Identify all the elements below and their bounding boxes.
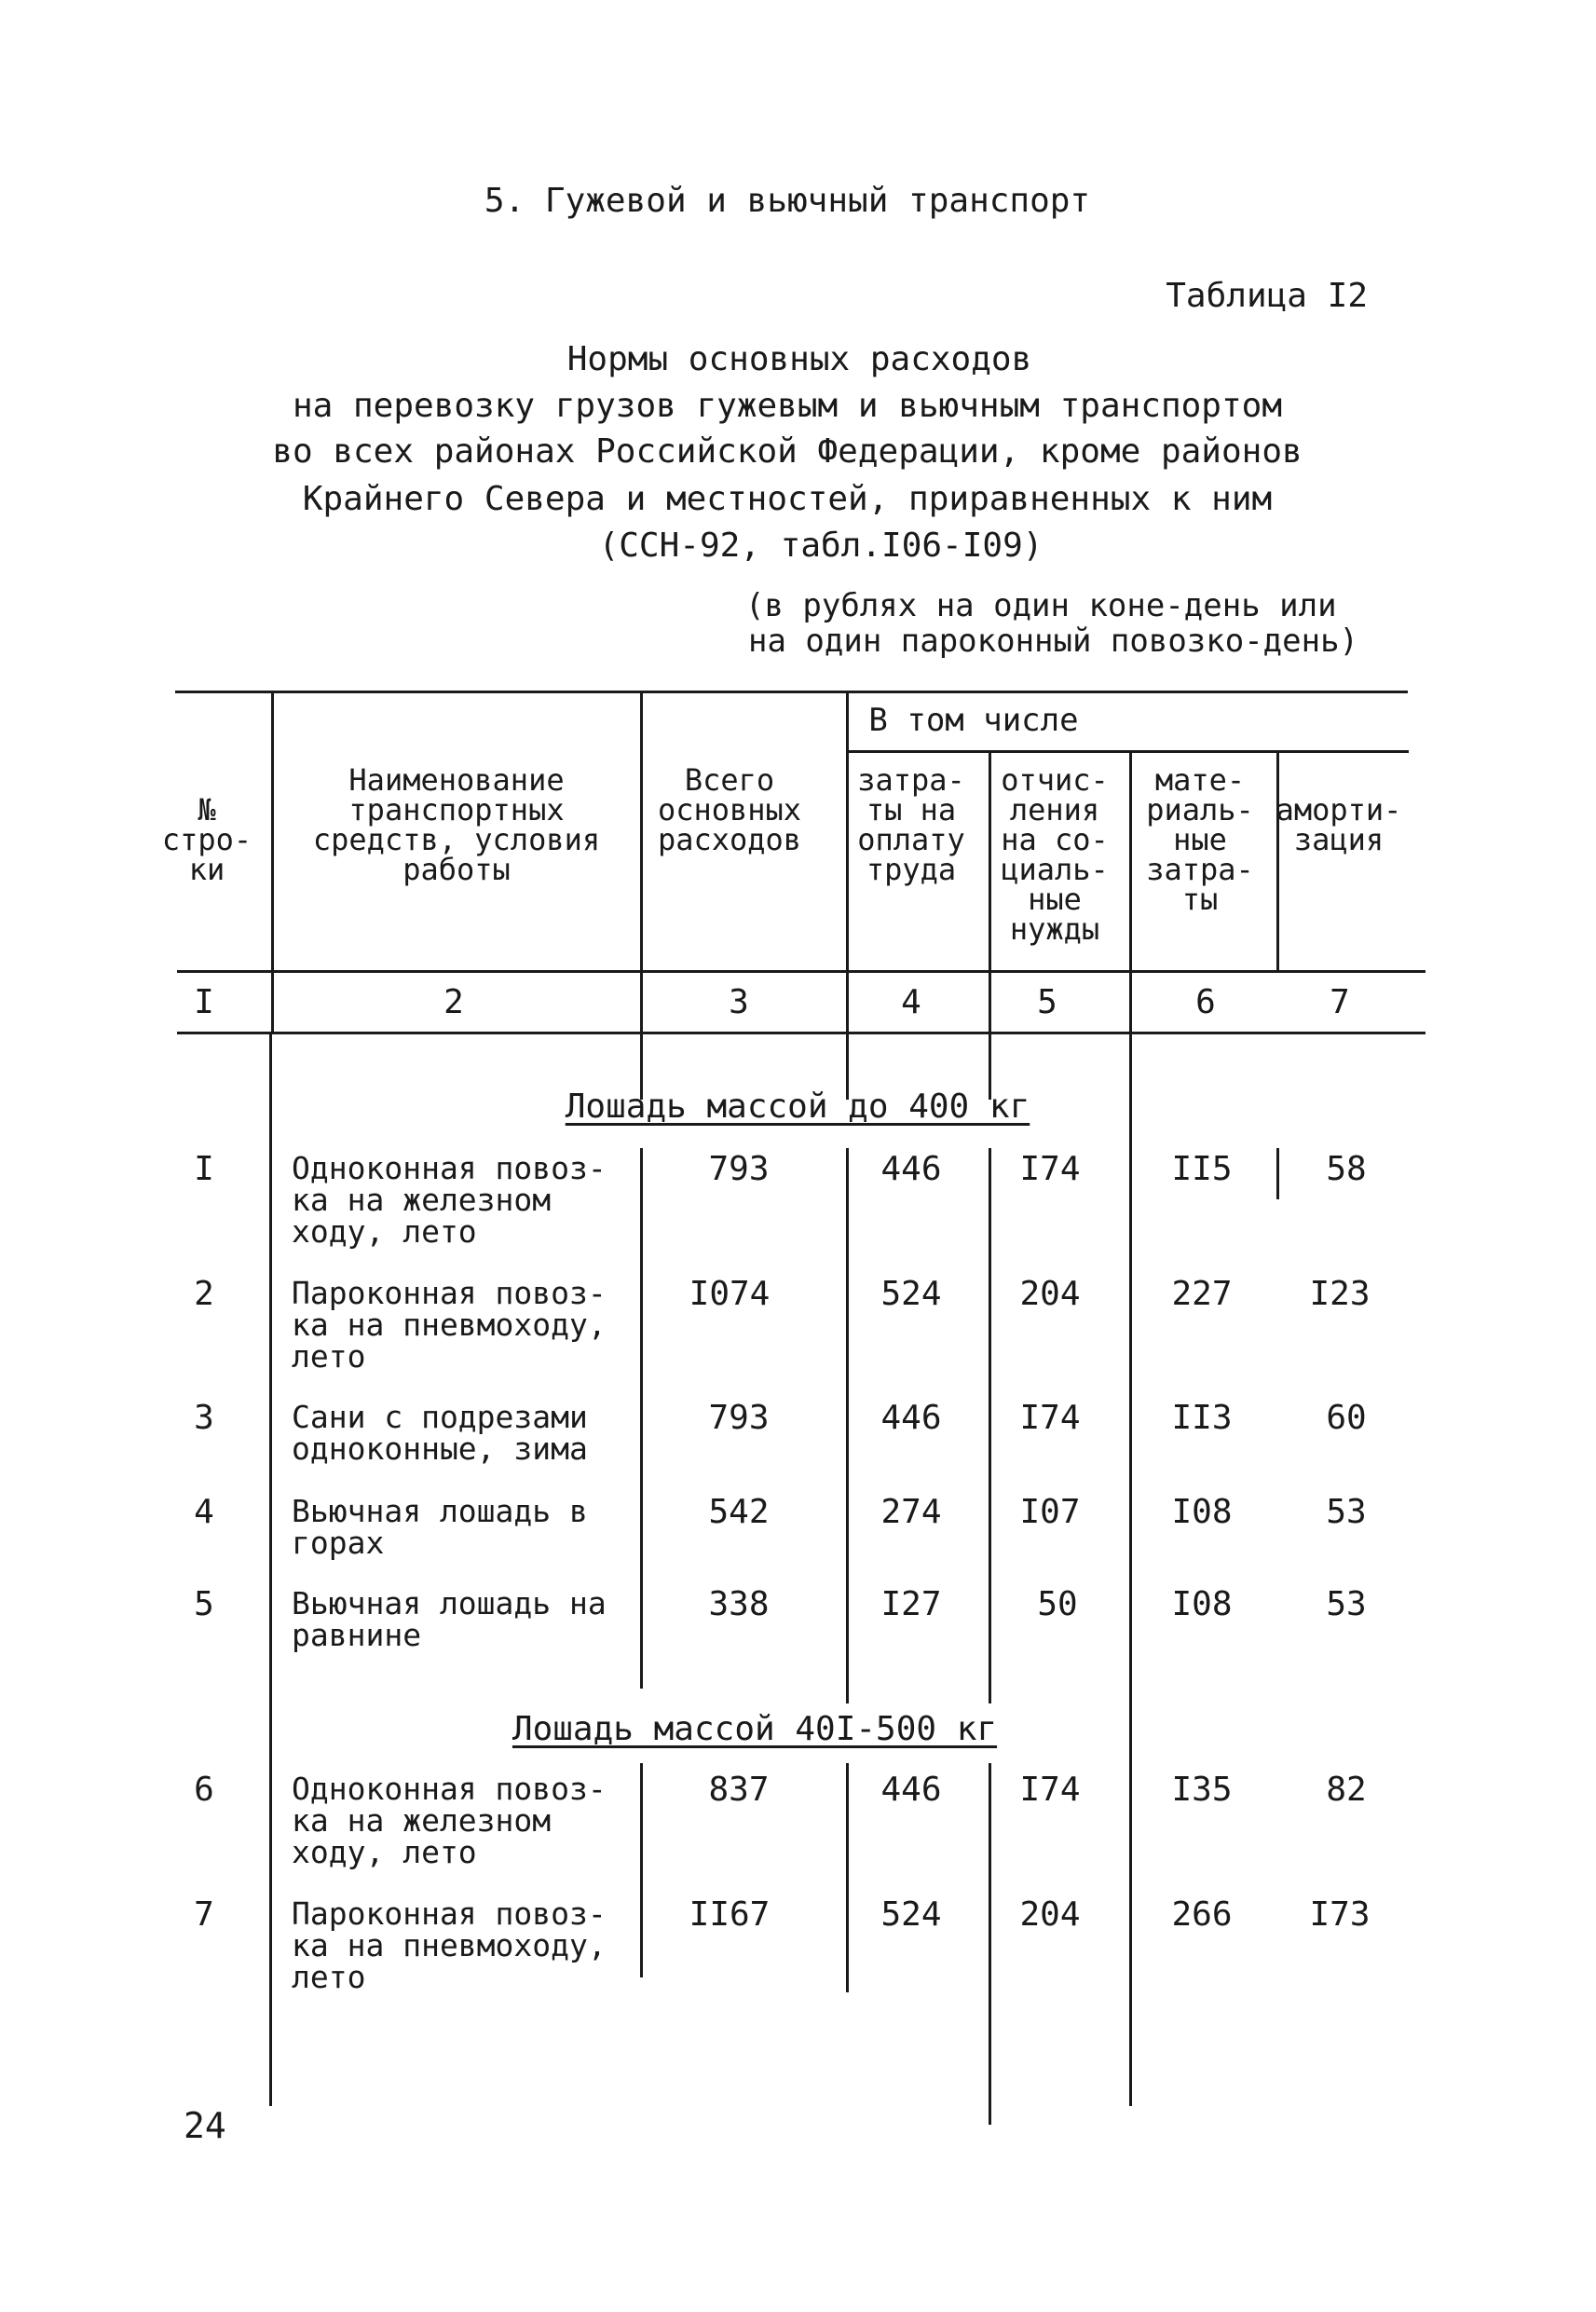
vehicle-name: Одноконная повоз- ка на железном ходу, лето xyxy=(292,1150,607,1250)
header-amortization: аморти- зация xyxy=(1275,792,1402,857)
labor-costs-value: 446 xyxy=(880,1150,942,1188)
social-contributions-value: 204 xyxy=(1019,1275,1081,1313)
material-costs-value: 266 xyxy=(1171,1895,1233,1934)
total-costs-value: II67 xyxy=(689,1895,771,1934)
row-number: 6 xyxy=(194,1771,214,1809)
labor-costs-value: 446 xyxy=(880,1771,942,1809)
total-costs-value: 837 xyxy=(708,1771,770,1809)
column-number: 7 xyxy=(1330,983,1350,1021)
column-number: I xyxy=(194,983,214,1021)
row-number: 4 xyxy=(194,1493,214,1531)
caption-line: Крайнего Севера и местностей, приравненных к ним xyxy=(302,480,1273,518)
column-number: 6 xyxy=(1195,983,1216,1021)
amortization-value: 58 xyxy=(1326,1150,1367,1188)
header-vehicle-name: Наименование транспортных средств, условия работы xyxy=(312,762,601,887)
material-costs-value: II3 xyxy=(1171,1399,1233,1437)
vehicle-name: Одноконная повоз- ка на железном ходу, лето xyxy=(292,1771,607,1870)
units-note-line: (в рублях на один коне-день или xyxy=(745,587,1337,624)
header-labor-costs: затра- ты на оплату труда xyxy=(857,762,965,887)
labor-costs-value: 524 xyxy=(880,1895,942,1934)
vehicle-name: Вьючная лошадь в горах xyxy=(292,1493,588,1561)
material-costs-value: 227 xyxy=(1171,1275,1233,1313)
amortization-value: 53 xyxy=(1326,1585,1367,1623)
social-contributions-value: 204 xyxy=(1019,1895,1081,1934)
amortization-value: 53 xyxy=(1326,1493,1367,1531)
social-contributions-value: I07 xyxy=(1019,1493,1081,1531)
group-header: В том числе xyxy=(868,702,1079,739)
amortization-value: 82 xyxy=(1326,1771,1367,1809)
total-costs-value: 793 xyxy=(708,1150,770,1188)
units-note-line: на один пароконный повозко-день) xyxy=(748,622,1359,660)
row-number: 7 xyxy=(194,1895,214,1934)
row-number: 3 xyxy=(194,1399,214,1437)
total-costs-value: 542 xyxy=(708,1493,770,1531)
caption-line: на перевозку грузов гужевым и вьючным транспортом xyxy=(292,387,1283,425)
material-costs-value: I08 xyxy=(1171,1493,1233,1531)
section-heading: Лошадь массой до 400 кг xyxy=(565,1088,1030,1126)
row-number: I xyxy=(194,1150,214,1188)
social-contributions-value: 50 xyxy=(1037,1585,1078,1623)
material-costs-value: I08 xyxy=(1171,1585,1233,1623)
header-row-number: № стро- ки xyxy=(161,792,252,887)
header-total-costs: Всего основных расходов xyxy=(657,762,802,857)
page-number: 24 xyxy=(184,2105,226,2146)
labor-costs-value: 524 xyxy=(880,1275,942,1313)
header-social-contributions: отчис- ления на со- циаль- ные нужды xyxy=(1001,762,1109,947)
caption-line: Нормы основных расходов xyxy=(566,340,1032,378)
total-costs-value: I074 xyxy=(689,1275,771,1313)
material-costs-value: I35 xyxy=(1171,1771,1233,1809)
social-contributions-value: I74 xyxy=(1019,1399,1081,1437)
column-number: 3 xyxy=(729,983,749,1021)
vehicle-name: Пароконная повоз- ка на пневмоходу, лето xyxy=(292,1275,607,1375)
column-number: 4 xyxy=(901,983,921,1021)
column-number: 2 xyxy=(443,983,464,1021)
vehicle-name: Пароконная повоз- ка на пневмоходу, лето xyxy=(292,1895,607,1995)
social-contributions-value: I74 xyxy=(1019,1150,1081,1188)
labor-costs-value: I27 xyxy=(880,1585,942,1623)
column-number: 5 xyxy=(1037,983,1057,1021)
social-contributions-value: I74 xyxy=(1019,1771,1081,1809)
row-number: 2 xyxy=(194,1275,214,1313)
amortization-value: 60 xyxy=(1326,1399,1367,1437)
amortization-value: I73 xyxy=(1309,1895,1371,1934)
table-label: Таблица I2 xyxy=(1166,277,1368,315)
labor-costs-value: 446 xyxy=(880,1399,942,1437)
section-title: 5. Гужевой и вьючный транспорт xyxy=(484,182,1091,220)
header-material-costs: мате- риаль- ные затра- ты xyxy=(1146,762,1254,917)
total-costs-value: 793 xyxy=(708,1399,770,1437)
material-costs-value: II5 xyxy=(1171,1150,1233,1188)
section-heading: Лошадь массой 40I-500 кг xyxy=(512,1710,998,1748)
total-costs-value: 338 xyxy=(708,1585,770,1623)
amortization-value: I23 xyxy=(1309,1275,1371,1313)
vehicle-name: Сани с подрезами одноконные, зима xyxy=(292,1399,588,1467)
labor-costs-value: 274 xyxy=(880,1493,942,1531)
caption-line: во всех районах Российской Федерации, кроме районов xyxy=(272,432,1303,471)
caption-line: (ССН-92, табл.I06-I09) xyxy=(598,527,1044,565)
row-number: 5 xyxy=(194,1585,214,1623)
vehicle-name: Вьючная лошадь на равнине xyxy=(292,1585,607,1653)
